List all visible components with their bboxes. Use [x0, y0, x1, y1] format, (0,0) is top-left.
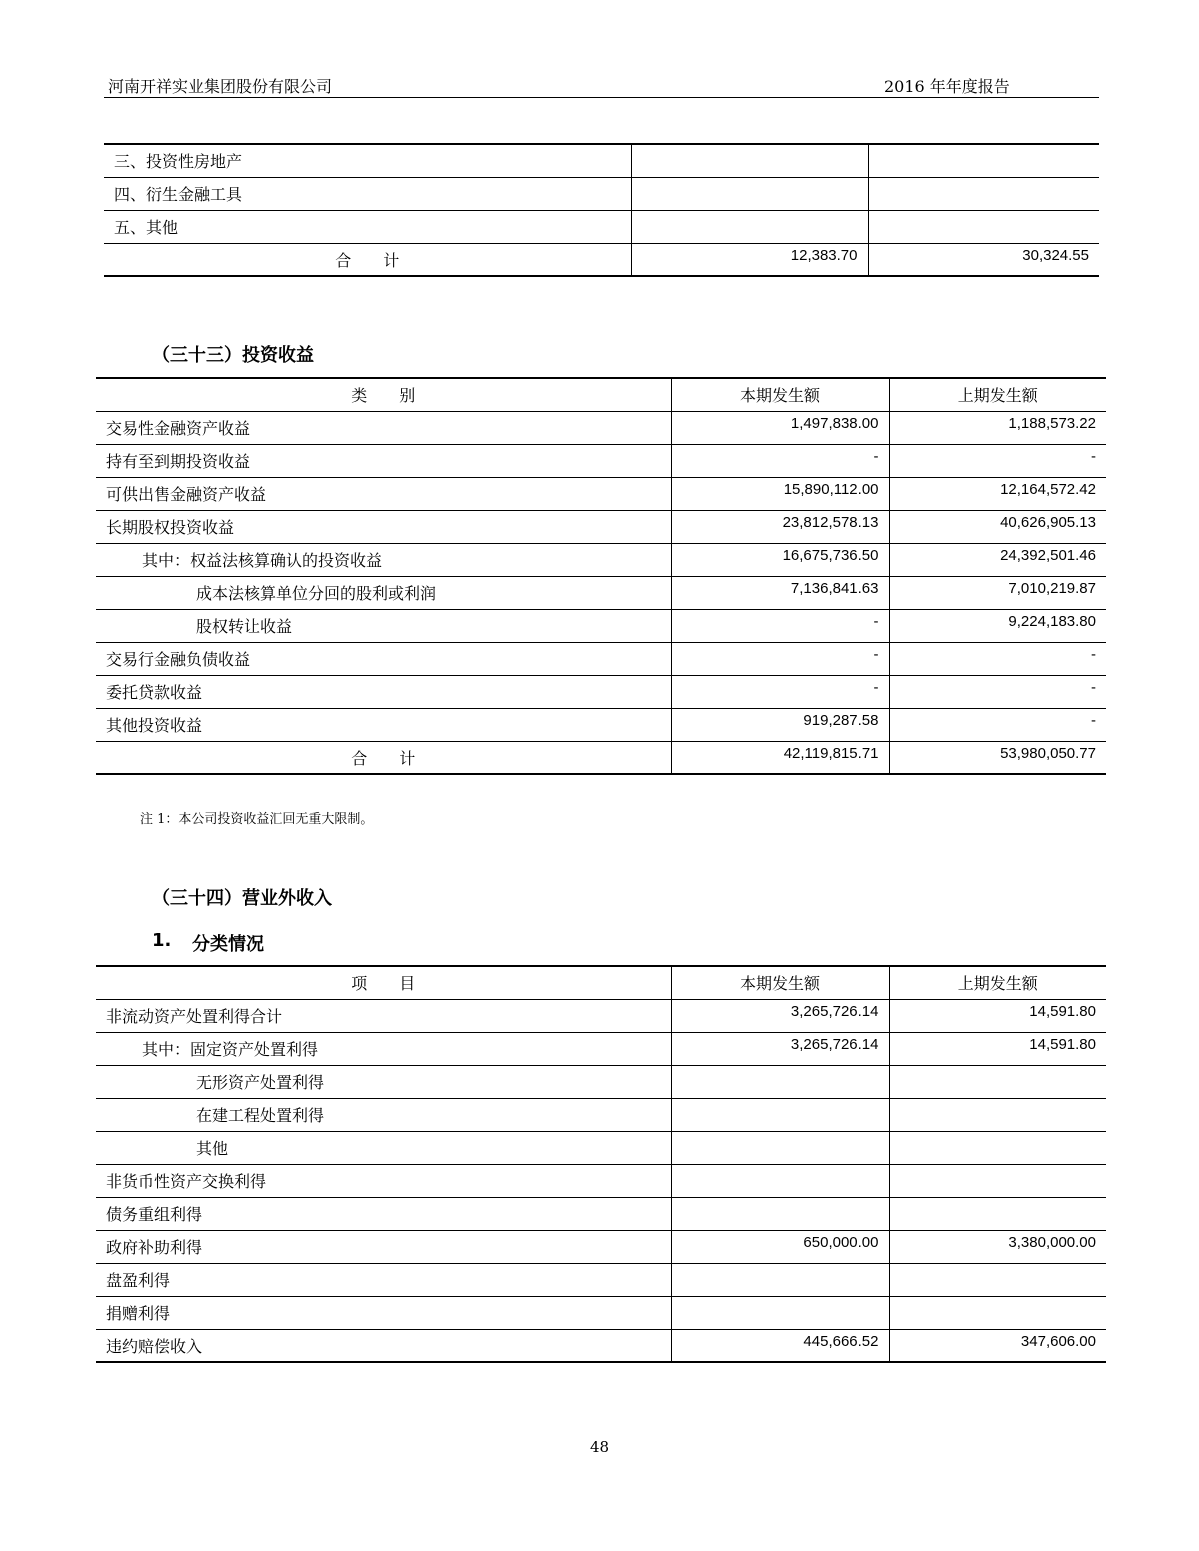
table-row — [96, 999, 1106, 1032]
table-row — [96, 576, 1106, 609]
row-label: 债务重组利得 — [96, 1197, 671, 1230]
row-label: 三、投资性房地产 — [104, 144, 631, 177]
row-label: 其他 — [96, 1131, 671, 1164]
prior-value: 7,010,219.87 — [889, 576, 1106, 609]
header-current: 本期发生额 — [671, 966, 889, 999]
current-value: 1,497,838.00 — [671, 411, 889, 444]
current-value: 3,265,726.14 — [671, 1032, 889, 1065]
current-value: 7,136,841.63 — [671, 576, 889, 609]
current-value: - — [671, 642, 889, 675]
row-label: 捐赠利得 — [96, 1296, 671, 1329]
prior-value: - — [889, 444, 1106, 477]
prior-value — [889, 1098, 1106, 1131]
total-label: 合 计 — [96, 741, 671, 774]
current-value: - — [671, 444, 889, 477]
prior-value — [889, 1164, 1106, 1197]
table-row — [96, 1164, 1106, 1197]
row-label: 持有至到期投资收益 — [96, 444, 671, 477]
header-current: 本期发生额 — [671, 378, 889, 411]
current-value — [671, 1197, 889, 1230]
page-number: 48 — [589, 1438, 610, 1456]
table-row — [96, 477, 1106, 510]
row-label: 委托贷款收益 — [96, 675, 671, 708]
row-label: 可供出售金融资产收益 — [96, 477, 671, 510]
table-header-row — [96, 378, 1106, 411]
table-row — [96, 543, 1106, 576]
table-row — [104, 177, 1099, 210]
total-current: 12,383.70 — [631, 243, 868, 276]
total-current: 42,119,815.71 — [671, 741, 889, 774]
row-label: 盘盈利得 — [96, 1263, 671, 1296]
prior-value — [889, 1131, 1106, 1164]
table-row — [96, 411, 1106, 444]
current-value: - — [671, 675, 889, 708]
header-divider — [104, 97, 1099, 98]
prior-value — [868, 210, 1099, 243]
prior-value — [868, 144, 1099, 177]
current-value — [631, 177, 868, 210]
row-label: 无形资产处置利得 — [96, 1065, 671, 1098]
table-row — [96, 1263, 1106, 1296]
section-33-title: （三十三）投资收益 — [152, 345, 314, 366]
table-row — [96, 1197, 1106, 1230]
company-name: 河南开祥实业集团股份有限公司 — [108, 77, 333, 96]
prior-value: 14,591.80 — [889, 1032, 1106, 1065]
current-value — [671, 1098, 889, 1131]
current-value — [671, 1296, 889, 1329]
table-row — [96, 642, 1106, 675]
row-label: 非流动资产处置利得合计 — [96, 999, 671, 1032]
row-label: 交易性金融资产收益 — [96, 411, 671, 444]
row-label: 政府补助利得 — [96, 1230, 671, 1263]
current-value: 3,265,726.14 — [671, 999, 889, 1032]
current-value — [631, 144, 868, 177]
prior-value — [889, 1296, 1106, 1329]
current-value — [671, 1131, 889, 1164]
table-row — [96, 510, 1106, 543]
table-row — [96, 444, 1106, 477]
current-value — [671, 1263, 889, 1296]
subsection-number: 1. — [152, 930, 172, 951]
non-operating-income-table — [96, 965, 1106, 1363]
table-row — [96, 1098, 1106, 1131]
prior-value: 9,224,183.80 — [889, 609, 1106, 642]
investment-income-table — [96, 377, 1106, 775]
prior-value — [889, 1263, 1106, 1296]
prior-value: 347,606.00 — [889, 1329, 1106, 1362]
header-category: 类 别 — [96, 378, 671, 411]
table-row — [96, 1296, 1106, 1329]
row-label: 股权转让收益 — [96, 609, 671, 642]
row-label: 违约赔偿收入 — [96, 1329, 671, 1362]
table-row — [104, 144, 1099, 177]
prior-value: 1,188,573.22 — [889, 411, 1106, 444]
prior-value — [889, 1197, 1106, 1230]
row-label: 四、衍生金融工具 — [104, 177, 631, 210]
prior-value: 14,591.80 — [889, 999, 1106, 1032]
row-label: 其中：固定资产处置利得 — [96, 1032, 671, 1065]
row-label: 成本法核算单位分回的股利或利润 — [96, 576, 671, 609]
row-label: 长期股权投资收益 — [96, 510, 671, 543]
header-item: 项 目 — [96, 966, 671, 999]
current-value: - — [671, 609, 889, 642]
section-34-title: （三十四）营业外收入 — [152, 888, 332, 909]
continued-table — [104, 143, 1099, 277]
prior-value: 40,626,905.13 — [889, 510, 1106, 543]
subsection-title: 分类情况 — [192, 934, 264, 955]
prior-value: 24,392,501.46 — [889, 543, 1106, 576]
current-value — [671, 1164, 889, 1197]
table-row — [104, 210, 1099, 243]
row-label: 其中：权益法核算确认的投资收益 — [96, 543, 671, 576]
header-prior: 上期发生额 — [889, 966, 1106, 999]
current-value: 650,000.00 — [671, 1230, 889, 1263]
table-row — [96, 1131, 1106, 1164]
header-prior: 上期发生额 — [889, 378, 1106, 411]
row-label: 五、其他 — [104, 210, 631, 243]
prior-value — [889, 1065, 1106, 1098]
prior-value: - — [889, 642, 1106, 675]
table-header-row — [96, 966, 1106, 999]
table-row — [96, 1065, 1106, 1098]
footnote: 注 1：本公司投资收益汇回无重大限制。 — [140, 812, 374, 827]
row-label: 其他投资收益 — [96, 708, 671, 741]
current-value — [631, 210, 868, 243]
prior-value: 3,380,000.00 — [889, 1230, 1106, 1263]
current-value: 15,890,112.00 — [671, 477, 889, 510]
current-value — [671, 1065, 889, 1098]
table-row — [96, 1230, 1106, 1263]
total-prior: 53,980,050.77 — [889, 741, 1106, 774]
prior-value: 12,164,572.42 — [889, 477, 1106, 510]
current-value: 16,675,736.50 — [671, 543, 889, 576]
total-row — [96, 741, 1106, 774]
current-value: 23,812,578.13 — [671, 510, 889, 543]
current-value: 919,287.58 — [671, 708, 889, 741]
prior-value: - — [889, 675, 1106, 708]
table-row — [96, 1032, 1106, 1065]
table-row — [96, 675, 1106, 708]
prior-value: - — [889, 708, 1106, 741]
prior-value — [868, 177, 1099, 210]
report-title: 2016 年年度报告 — [884, 77, 1010, 96]
table-row — [96, 1329, 1106, 1362]
current-value: 445,666.52 — [671, 1329, 889, 1362]
row-label: 在建工程处置利得 — [96, 1098, 671, 1131]
total-prior: 30,324.55 — [868, 243, 1099, 276]
total-label: 合 计 — [104, 243, 631, 276]
row-label: 交易行金融负债收益 — [96, 642, 671, 675]
total-row — [104, 243, 1099, 276]
table-row — [96, 609, 1106, 642]
row-label: 非货币性资产交换利得 — [96, 1164, 671, 1197]
table-row — [96, 708, 1106, 741]
